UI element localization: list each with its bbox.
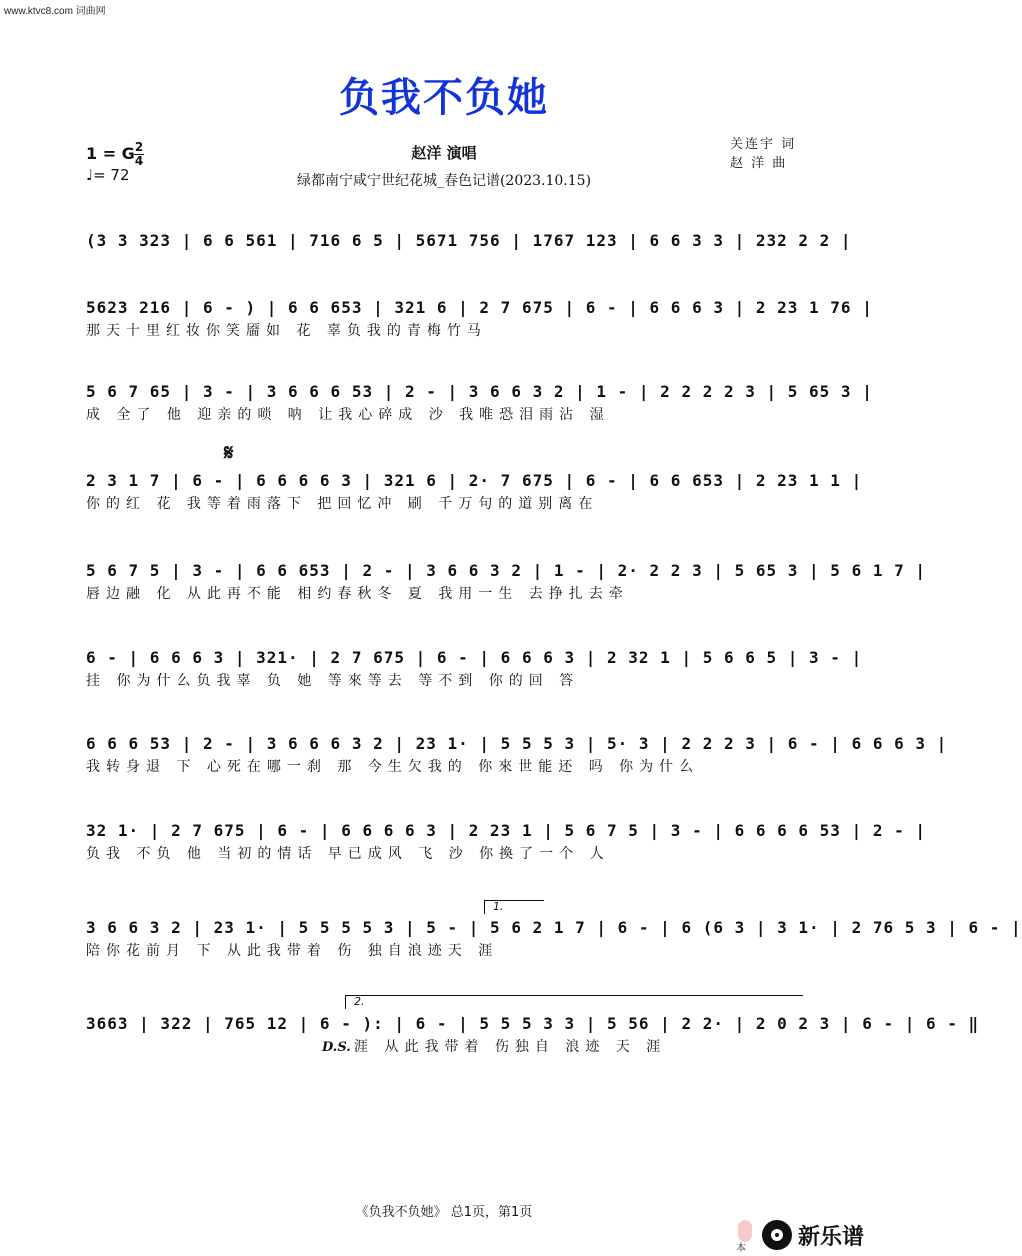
lyrics-line: 你的红 花 我等着雨落下 把回忆冲 刷 千万句的道别离在	[86, 496, 599, 512]
notation-line: 2 3 1 7 | 6 - | 6 6 6 6 3 | 321 6 | 2· 7 675 | 6 - | 6 6 653 | 2 23 1 1 |	[86, 471, 863, 490]
score-system-7	[86, 733, 948, 777]
lyrics-line: 唇边融 化 从此再不能 相约春秋冬 夏 我用一生 去挣扎去牵	[86, 586, 629, 602]
score-system-4	[86, 470, 863, 514]
key-signature: 1 = G	[86, 144, 135, 163]
notation-line: 6 6 6 53 | 2 - | 3 6 6 6 3 2 | 23 1· | 5 5 5 3 | 5· 3 | 2 2 2 3 | 6 - | 6 6 6 3 |	[86, 734, 948, 753]
score-system-9	[86, 917, 1022, 961]
page-footer: 《负我不负她》 总1页，第1页	[355, 1205, 533, 1220]
lyrics-line: 成 全了 他 迎亲的唢 呐 让我心碎成 沙 我唯恐泪雨沾 湿	[86, 407, 610, 423]
lyrics-line: 负我 不负 他 当初的情话 早已成风 飞 沙 你換了一个 人	[86, 846, 610, 862]
time-denominator: 4	[134, 154, 144, 168]
volta-second-ending: 2.	[345, 995, 803, 1009]
lyricist-credit: 关连宇 词	[730, 137, 797, 152]
notation-line: (3 3 323 | 6 6 561 | 716 6 5 | 5671 756 | 1767 123 | 6 6 3 3 | 232 2 2 |	[86, 231, 852, 250]
lyrics-line: 那天十里红妆你笑靥如 花 辜负我的青梅竹马	[86, 323, 487, 339]
notation-line: 5 6 7 65 | 3 - | 3 6 6 6 53 | 2 - | 3 6 6 3 2 | 1 - | 2 2 2 2 3 | 5 65 3 |	[86, 382, 873, 401]
score-system-6	[86, 647, 863, 691]
lyrics-line	[86, 254, 808, 274]
lyrics-line: 我转身退 下 心死在哪一刹 那 今生欠我的 你來世能还 吗 你为什么	[86, 759, 700, 775]
notation-line: 5623 216 | 6 - ) | 6 6 653 | 321 6 | 2 7 675 | 6 - | 6 6 6 3 | 2 23 1 76 |	[86, 298, 873, 317]
score-system-10	[86, 1013, 980, 1057]
footer-fragment: 本	[736, 1243, 746, 1254]
lyrics-line: 陪你花前月 下 从此我带着 伤 独自浪迹天 涯	[86, 943, 499, 959]
composer-credit: 赵 洋 曲	[730, 156, 788, 171]
segno-sign: 𝄋	[224, 440, 234, 466]
recorder-credit: 绿都南宁咸宁世纪花城_春色记谱(2023.10.15)	[296, 173, 592, 189]
notation-line: 3 6 6 3 2 | 23 1· | 5 5 5 5 3 | 5 - | 5 6 2 1 7 | 6 - | 6 (6 3 | 3 1· | 2 76 5 3 | 6 - |	[86, 918, 1022, 937]
notation-line: 32 1· | 2 7 675 | 6 - | 6 6 6 6 3 | 2 23 1 | 5 6 7 5 | 3 - | 6 6 6 6 53 | 2 - |	[86, 821, 926, 840]
score-system-1	[86, 230, 852, 274]
notation-line: 5 6 7 5 | 3 - | 6 6 653 | 2 - | 3 6 6 3 2 | 1 - | 2· 2 2 3 | 5 65 3 | 5 6 1 7 |	[86, 561, 926, 580]
site-url: www.ktvc8.com 词曲网	[4, 6, 106, 17]
score-system-5	[86, 560, 926, 604]
score-system-8	[86, 820, 926, 864]
score-system-2	[86, 297, 873, 341]
dal-segno-mark: D.S.	[322, 1040, 351, 1055]
lyrics-line: 涯 从此我带着 伤独自 浪迹 天 涯	[354, 1039, 667, 1055]
notation-line: 3663 | 322 | 765 12 | 6 - ): | 6 - | 5 5 5 3 3 | 5 56 | 2 2· | 2 0 2 3 | 6 - | 6 - ‖	[86, 1014, 980, 1033]
song-title: 负我不负她	[339, 75, 549, 121]
brand-name: 新乐谱	[798, 1224, 865, 1250]
singer-credit: 赵洋 演唱	[411, 144, 477, 162]
time-numerator: 2	[134, 140, 144, 154]
vinyl-record-icon	[762, 1220, 792, 1250]
tempo-marking: ♩= 72	[86, 166, 130, 184]
volta-first-ending: 1.	[484, 900, 544, 914]
lyrics-line: 挂 你为什么负我辜 负 她 等來等去 等不到 你的回 答	[86, 673, 580, 689]
notation-line: 6 - | 6 6 6 3 | 321· | 2 7 675 | 6 - | 6 6 6 3 | 2 32 1 | 5 6 6 5 | 3 - |	[86, 648, 863, 667]
score-system-3	[86, 381, 873, 425]
brand-logo	[762, 1218, 864, 1252]
